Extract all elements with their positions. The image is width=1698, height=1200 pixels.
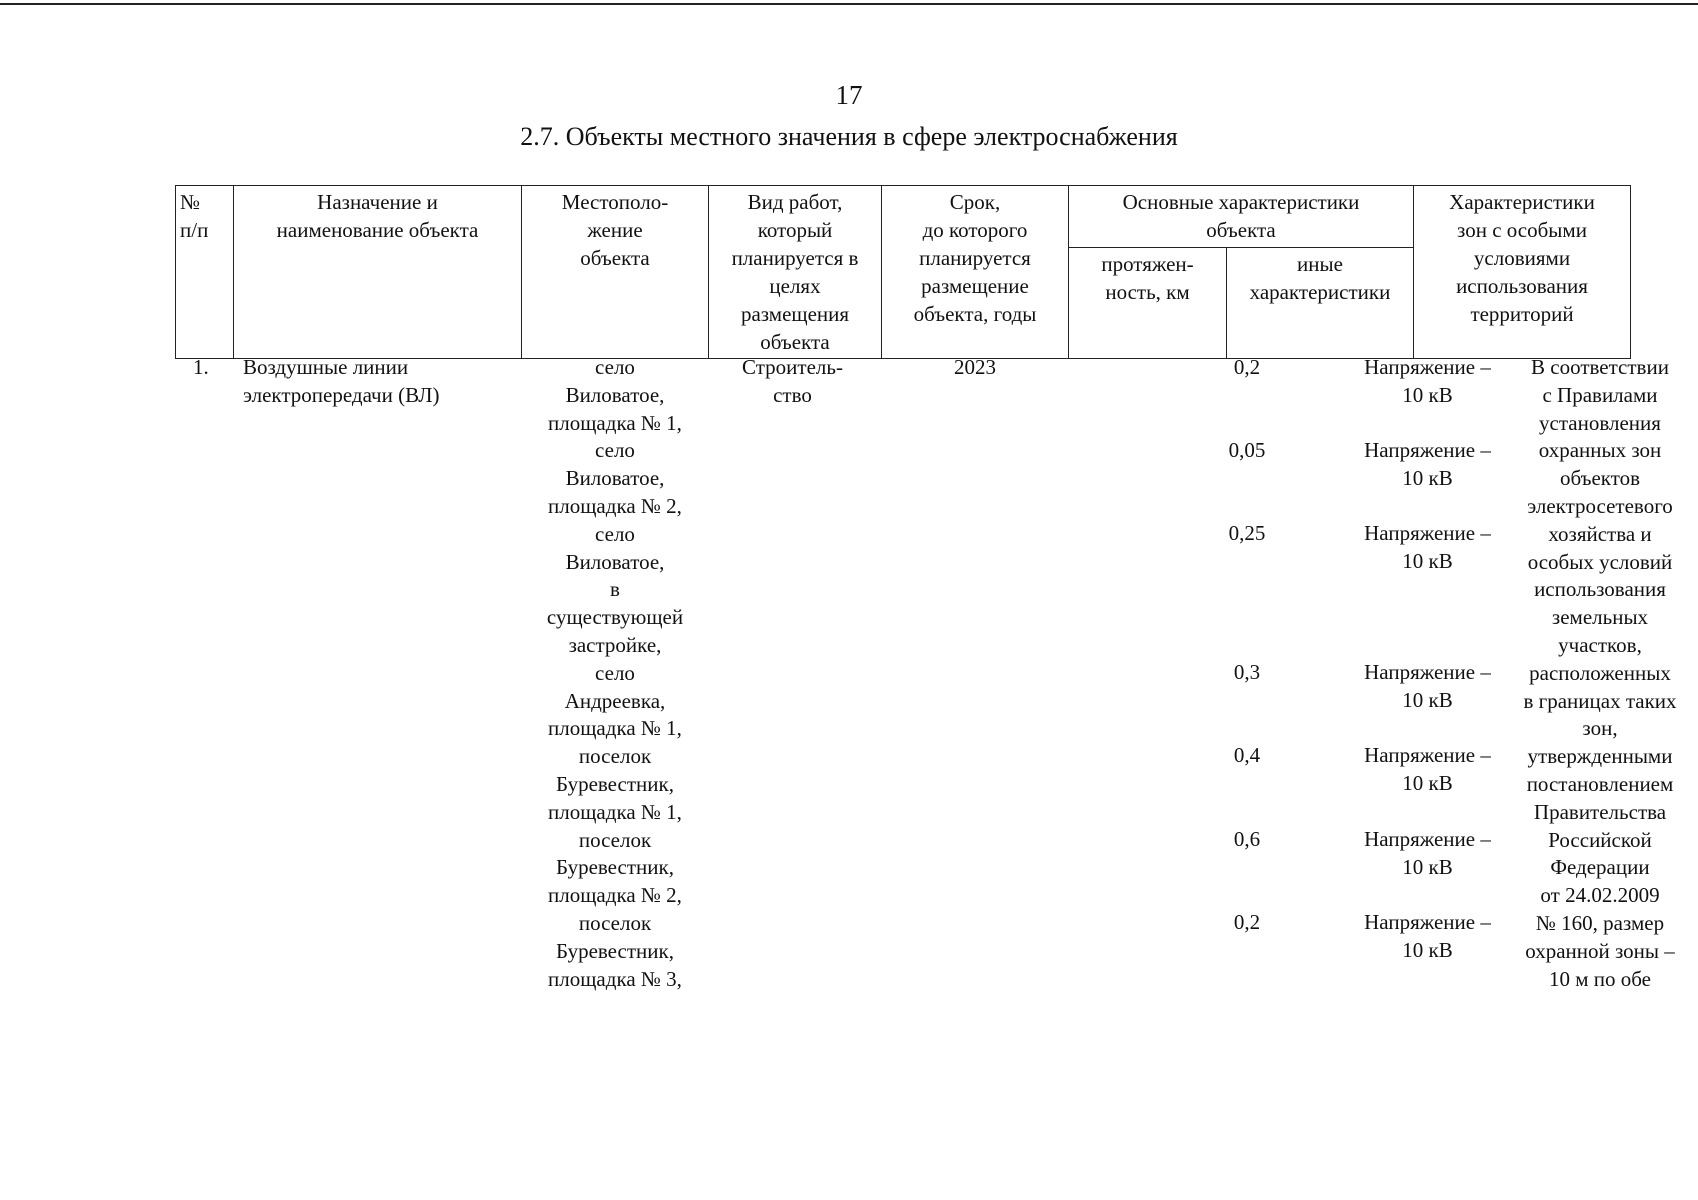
cell-num: 1. — [193, 355, 209, 379]
header-name: Назначение и наименование объекта — [234, 186, 522, 359]
cell-work-type: Строитель- ство — [742, 355, 843, 407]
page-number: 17 — [835, 80, 863, 110]
voltage-value: Напряжение – 10 кВ — [1364, 438, 1491, 490]
header-length: протяжен- ность, км — [1069, 247, 1227, 358]
length-value: 0,2 — [1233, 355, 1261, 379]
header-main-characteristics: Основные характеристики объекта — [1069, 186, 1414, 248]
header-num: № п/п — [176, 186, 234, 359]
cell-zones: В соответствии с Правилами установления охранных зон объектов электросетевого хозяйства и особых условий использования земельных участков, расположенных в границах таких зон, утвержденными постановлением Правительства Российской Федерации от 24.02.2009 № 160, размер охранной зоны – 10 м по обе — [1523, 355, 1677, 991]
length-value: 0,3 — [1233, 660, 1261, 684]
length-value: 0,25 — [1228, 521, 1266, 545]
voltage-value: Напряжение – 10 кВ — [1364, 827, 1491, 879]
length-value: 0,4 — [1233, 743, 1261, 767]
cell-lengths — [1187, 354, 1307, 934]
voltage-value: Напряжение – 10 кВ — [1364, 660, 1491, 712]
length-value: 0,2 — [1233, 910, 1261, 934]
cell-name: Воздушные линии электропередачи (ВЛ) — [243, 355, 440, 407]
header-other-characteristics: иные характеристики — [1227, 247, 1414, 358]
cell-location: село Виловатое, площадка № 1, село Виловатое, площадка № 2, село Виловатое, в существующей застройке, село Андреевка, площадка № 1, поселок Буревестник, площадка № 1, поселок Буревестник, площадка № 2, поселок Буревестник, площадка № 3, — [546, 355, 684, 991]
page-top-rule — [0, 3, 1698, 5]
cell-deadline: 2023 — [954, 355, 996, 379]
header-work-type: Вид работ, который планируется в целях размещения объекта — [709, 186, 882, 359]
header-deadline: Срок, до которого планируется размещение объекта, годы — [882, 186, 1069, 359]
voltage-value: Напряжение – 10 кВ — [1364, 355, 1491, 407]
header-zones: Характеристики зон с особыми условиями использования территорий — [1414, 186, 1631, 359]
header-location: Местополо- жение объекта — [522, 186, 709, 359]
voltage-value: Напряжение – 10 кВ — [1364, 521, 1491, 573]
table-header — [175, 185, 1631, 359]
section-title: 2.7. Объекты местного значения в сфере электроснабжения — [520, 122, 1178, 151]
length-value: 0,05 — [1228, 438, 1266, 462]
voltage-value: Напряжение – 10 кВ — [1364, 743, 1491, 795]
cell-other-characteristics — [1340, 354, 1515, 962]
voltage-value: Напряжение – 10 кВ — [1364, 910, 1491, 962]
length-value: 0,6 — [1233, 827, 1261, 851]
